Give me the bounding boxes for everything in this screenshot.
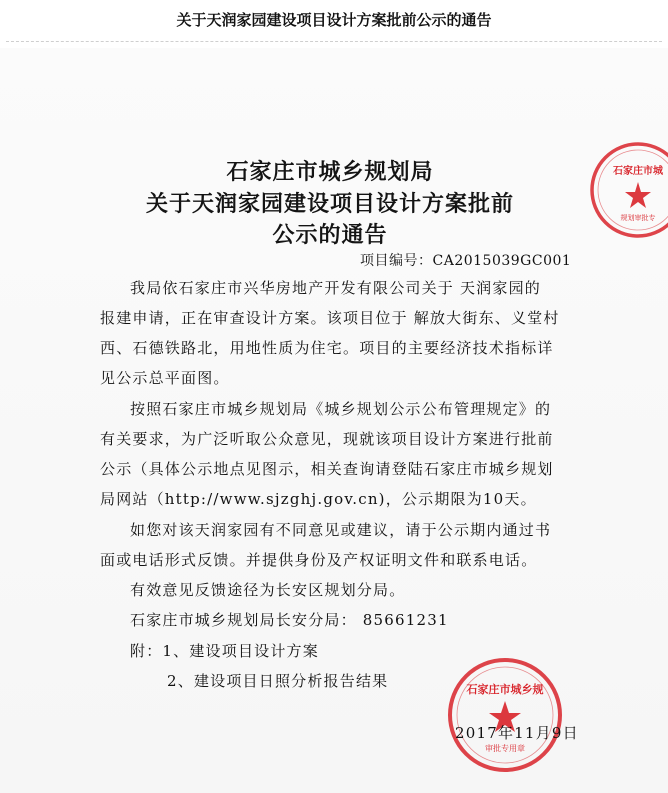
website-line: 局网站（http://www.sjzghj.gov.cn)，公示期限为10天。 [100, 490, 537, 508]
document-title-line3: 公示的通告 [272, 223, 388, 248]
body-line: 我局依石家庄市兴华房地产开发有限公司关于 天润家园的 [130, 279, 541, 297]
document-title-line1: 石家庄市城乡规划局 [226, 160, 434, 185]
document-date: 2017年11月9日 [455, 724, 579, 742]
svg-text:石家庄市城: 石家庄市城 [613, 166, 663, 177]
page-title: 关于天润家园建设项目设计方案批前公示的通告 [176, 11, 492, 29]
document-title-line2: 关于天润家园建设项目设计方案批前 [145, 192, 514, 217]
body-line: 如您对该天润家园有不同意见或建议，请于公示期内通过书 [130, 521, 552, 539]
attachment-item: 附：1、建设项目设计方案 [130, 642, 319, 660]
svg-text:审批专用章: 审批专用章 [485, 744, 525, 753]
body-line: 见公示总平面图。 [100, 369, 230, 387]
body-line: 公示（具体公示地点见图示，相关查询请登陆石家庄市城乡规划 [100, 460, 554, 478]
attachment-item: 2、建设项目日照分析报告结果 [167, 672, 389, 690]
body-line: 报建申请，正在审查设计方案。该项目位于 解放大街东、义堂村 [100, 309, 560, 327]
svg-text:石家庄市城乡规: 石家庄市城乡规 [466, 683, 544, 696]
project-number: 项目编号：CA2015039GC001 [360, 253, 572, 269]
body-line: 面或电话形式反馈。并提供身份及产权证明文件和联系电话。 [100, 551, 538, 569]
contact-line: 石家庄市城乡规划局长安分局： 85661231 [130, 611, 449, 629]
svg-text:规划审批专: 规划审批专 [620, 214, 656, 222]
body-line: 有效意见反馈途径为长安区规划分局。 [130, 581, 406, 599]
body-line: 有关要求，为广泛听取公众意见，现就该项目设计方案进行批前 [100, 430, 554, 448]
body-line: 西、石德铁路北，用地性质为住宅。项目的主要经济技术指标详 [100, 339, 554, 357]
header-divider [6, 41, 662, 42]
official-seal-bottom [445, 655, 565, 775]
body-line: 按照石家庄市城乡规划局《城乡规划公示公布管理规定》的 [130, 400, 552, 418]
